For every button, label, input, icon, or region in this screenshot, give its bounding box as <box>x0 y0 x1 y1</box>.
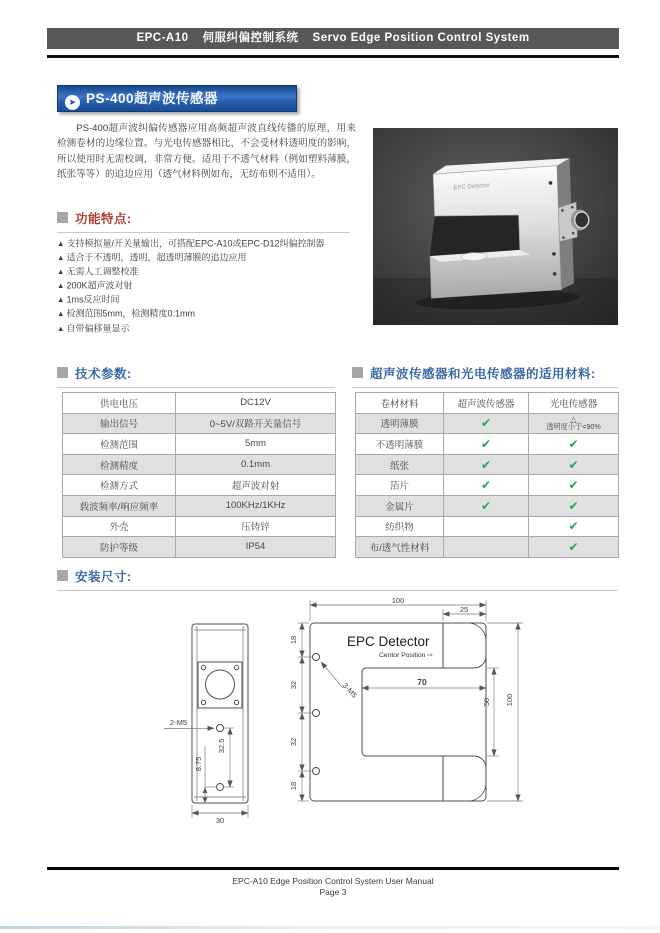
feature-item: ▲ 1ms反应时间 <box>57 294 120 305</box>
feature-item: ▲ 无需人工调整校准 <box>57 266 139 277</box>
mount-hole <box>313 654 320 661</box>
mount-hole <box>313 768 320 775</box>
table-row: 防护等级 IP54 <box>63 537 336 558</box>
svg-text:EPC Detector: EPC Detector <box>453 182 491 192</box>
check-icon: ✔ <box>568 519 579 534</box>
square-bullet-icon <box>57 367 68 378</box>
triangle-bullet-icon: ▲ <box>57 253 65 263</box>
feature-item: ▲ 适合于不透明，透明，超透明薄膜的追边应用 <box>57 252 247 263</box>
triangle-bullet-icon: ▲ <box>57 239 65 248</box>
table-row: 不透明薄膜 ✔ ✔ <box>356 434 619 455</box>
footer-rule <box>47 867 619 870</box>
specs-table <box>62 392 336 558</box>
page-header <box>47 28 619 49</box>
dim-70: 70 <box>417 677 427 687</box>
dim-30: 30 <box>215 816 225 825</box>
dim-32-5: 32.5 <box>217 738 226 754</box>
table-row: 检测精度 0.1mm <box>63 454 336 475</box>
check-icon: ✔ <box>568 539 579 554</box>
install-heading: 安装尺寸: <box>57 567 618 591</box>
header-title-cn: 伺服纠偏控制系统 <box>202 32 299 44</box>
section-title-bar <box>57 85 297 112</box>
table-row: 箔片 ✔ ✔ <box>356 475 619 496</box>
product-photo <box>373 128 618 325</box>
square-bullet-icon <box>57 212 68 223</box>
table-row: 供电电压 DC12V <box>63 393 336 414</box>
table-row: 金属片 ✔ ✔ <box>356 495 619 516</box>
table-row: 外壳 压铸锌 <box>63 516 336 537</box>
feature-item: ▲ 检测范围5mm，检测精度0.1mm <box>57 308 195 319</box>
mount-hole <box>313 710 320 717</box>
feature-item: ▲ 自带偏移量显示 <box>57 323 130 334</box>
table-row: 纺织物 ✔ <box>356 516 619 537</box>
triangle-bullet-icon: ▲ <box>57 323 65 333</box>
dim-18-top: 18 <box>289 635 298 645</box>
header-rule <box>47 55 619 58</box>
square-bullet-icon <box>352 367 363 378</box>
table-row: 布/透气性材料 ✔ <box>356 537 619 558</box>
section-title: PS-400超声波传感器 <box>86 91 219 106</box>
table-row: 纸张 ✔ ✔ <box>356 454 619 475</box>
table-row: 检测方式 超声波对射 <box>63 475 336 496</box>
hole-label-2m5: 2-M5 <box>169 718 187 727</box>
feature-item: ▲ 支持模拟量/开关量输出，可搭配EPC-A10或EPC-D12纠偏控制器 <box>57 238 325 249</box>
mount-hole <box>217 725 224 732</box>
triangle-bullet-icon: ▲ <box>57 309 65 319</box>
triangle-bullet-icon: ▲ <box>57 267 65 277</box>
dim-25: 25 <box>459 605 469 614</box>
table-header-row: 卷材材料 超声波传感器 光电传感器 <box>356 393 619 414</box>
condition-note: 透明度小于<90% <box>546 422 601 432</box>
check-icon: ✔ <box>480 416 492 431</box>
center-position-label: Centor Position ⇨ <box>378 652 433 659</box>
specs-heading: 技术参数: <box>57 364 335 388</box>
dim-32-a: 32 <box>289 680 298 690</box>
triangle-bullet-icon: ▲ <box>57 281 65 291</box>
table-row: 透明薄膜 ✔ △ 透明度小于<90% <box>356 413 619 434</box>
bottom-accent-bar <box>0 926 660 929</box>
materials-heading: 超声波传感器和光电传感器的适用材料: <box>352 364 618 388</box>
table-row: 载波频率/响应频率 100KHz/1KHz <box>63 495 336 516</box>
check-icon: ✔ <box>480 478 492 493</box>
dim-32-b: 32 <box>289 737 298 747</box>
check-icon: ✔ <box>568 478 579 493</box>
drawing-title: EPC Detector <box>347 634 430 649</box>
check-icon: ✔ <box>480 457 492 472</box>
square-bullet-icon <box>57 570 68 581</box>
dimension-drawing <box>60 596 618 864</box>
circle-arrow-icon: ➤ <box>65 95 80 110</box>
dim-8-75: 8.75 <box>194 756 203 772</box>
dim-100-right: 100 <box>505 693 514 707</box>
check-icon: ✔ <box>568 436 579 451</box>
header-title-en: Servo Edge Position Control System <box>312 32 530 44</box>
dim-100-top: 100 <box>391 596 405 605</box>
hole-label-3m5: 3-M5 <box>340 680 359 700</box>
materials-table <box>355 392 619 558</box>
footer-line1: EPC-A10 Edge Position Control System User Manual <box>232 876 434 886</box>
intro-paragraph: PS-400超声波纠偏传感器应用高频超声波直线传播的原理，用来检测卷材的边缘位置。与光电传感器相比，不会受材料透明度的影响，所以使用时无需校调，非常方便。适用于不透气材料（例如塑料薄膜，纸张等等）的追边应用（透气材料例如布，无纺布则不适用）。 <box>57 123 356 180</box>
page-footer <box>47 876 619 898</box>
triangle-icon: △ <box>570 415 577 425</box>
check-icon: ✔ <box>568 457 579 472</box>
footer-page-number: Page 3 <box>319 887 347 897</box>
mount-hole <box>217 784 224 791</box>
features-list <box>57 237 357 336</box>
header-model: EPC-A10 <box>136 32 189 44</box>
dim-18-bottom: 18 <box>289 781 298 791</box>
check-icon: ✔ <box>480 498 492 513</box>
triangle-bullet-icon: ▲ <box>57 295 65 305</box>
check-icon: ✔ <box>480 436 492 451</box>
table-row: 检测范围 5mm <box>63 434 336 455</box>
features-heading: 功能特点: <box>57 209 350 233</box>
feature-item: ▲ 200K超声波对射 <box>57 280 133 291</box>
dim-50: 50 <box>482 697 491 707</box>
table-row: 输出信号 0~5V/双路开关量信号 <box>63 413 336 434</box>
check-icon: ✔ <box>568 498 579 513</box>
